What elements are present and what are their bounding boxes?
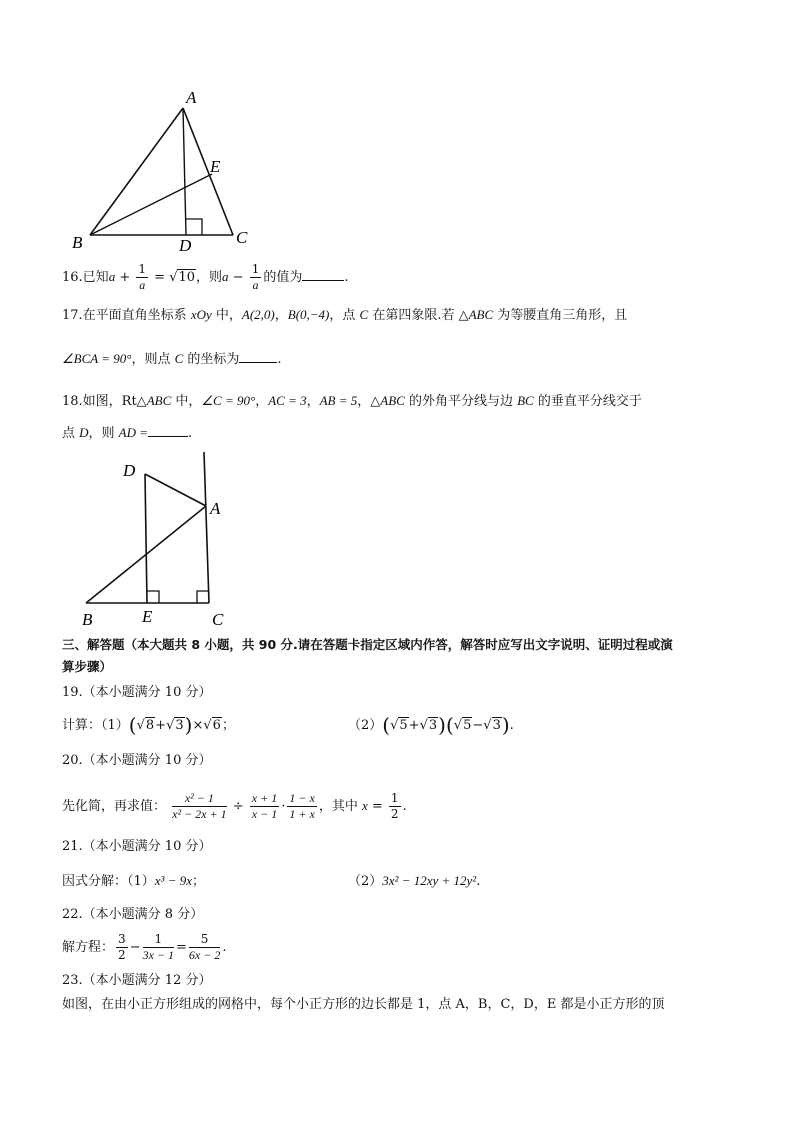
q22-label: 解方程： — [62, 940, 115, 955]
q17-text: 的坐标为 — [183, 352, 240, 367]
label-d: D — [179, 236, 192, 254]
label-c: C — [236, 228, 248, 247]
q17-text: 为等腰直角三角形，且 — [493, 308, 628, 323]
label-b: B — [72, 233, 83, 252]
q17-text: ，则点 — [131, 352, 175, 367]
point-a-coords: A(2,0) — [241, 307, 275, 322]
angle-bca: ∠BCA = 90° — [62, 351, 132, 366]
coord-system-xoy: xOy — [190, 307, 212, 322]
denominator: 6x − 2 — [188, 948, 221, 962]
q17-text: 在第四象限.若 △ — [368, 308, 469, 323]
plus-sign: + — [408, 718, 420, 733]
radicand-8: 8 — [145, 718, 155, 733]
q21-label-2: （2） — [348, 874, 383, 889]
q19-label: 计算：（1） — [62, 718, 129, 733]
point-c: C — [174, 351, 184, 366]
triangle-abc: ABC — [146, 393, 172, 408]
label-e: E — [142, 607, 153, 626]
numerator: 1 — [143, 932, 174, 948]
angle-c: ∠C = 90° — [201, 393, 256, 408]
question-19-body: 计算：（1）(√8+√3)×√6； — [62, 713, 235, 737]
fraction-one-over-a — [250, 262, 262, 293]
denominator: x − 1 — [251, 807, 278, 821]
q18-text: 的外角平分线与边 — [404, 394, 518, 409]
var-x: x — [361, 798, 368, 813]
question-17-line-2 — [62, 350, 282, 369]
triangle-abc: ABC — [468, 307, 494, 322]
denominator: a — [252, 278, 259, 292]
question-22-body — [62, 928, 226, 968]
radicand-5: 5 — [399, 718, 408, 733]
period: . — [402, 799, 407, 814]
question-18-line-1 — [62, 392, 642, 411]
q16-prefix: 16.已知 — [62, 270, 109, 285]
denominator: 2 — [118, 948, 126, 962]
var-a: a — [108, 269, 116, 284]
denominator: x² − 2x + 1 — [172, 807, 227, 821]
fraction-2 — [250, 791, 279, 822]
times-sign: × — [192, 718, 204, 733]
period: . — [509, 718, 514, 733]
denominator: a — [139, 278, 146, 292]
separator: ， — [255, 394, 269, 409]
numerator: 5 — [189, 932, 220, 948]
label-b: B — [82, 610, 93, 629]
question-21-title: 21.（本小题满分 10 分） — [62, 839, 212, 854]
period: . — [277, 352, 282, 367]
q20-label: 先化简，再求值： — [62, 799, 167, 814]
question-20-body — [62, 786, 407, 827]
period: . — [344, 270, 349, 285]
separator: ， — [274, 308, 288, 323]
answer-blank — [148, 436, 188, 437]
period: . — [222, 940, 227, 955]
period: . — [476, 874, 481, 889]
var-a: a — [222, 269, 229, 284]
minus-sign: − — [232, 270, 244, 285]
label-a: A — [210, 499, 221, 518]
question-22-title: 22.（本小题满分 8 分） — [62, 907, 204, 922]
label-d: D — [123, 461, 136, 480]
question-19-title: 19.（本小题满分 10 分） — [62, 685, 212, 700]
expression-1: x³ − 9x — [154, 873, 192, 888]
q17-text: ，点 — [329, 308, 360, 323]
question-23-title: 23.（本小题满分 12 分） — [62, 973, 212, 988]
numerator: 1 — [138, 262, 147, 276]
numerator: 3 — [118, 932, 126, 946]
fraction-half — [389, 791, 401, 822]
radicand-6: 6 — [212, 718, 221, 733]
numerator: x² − 1 — [172, 791, 226, 807]
expression-2: 3x² − 12xy + 12y² — [382, 873, 477, 888]
equals-sign: = — [371, 799, 383, 814]
q18-text: 的垂直平分线交于 — [533, 394, 642, 409]
label-a: A — [186, 88, 197, 107]
q18-text: 18.如图，Rt△ — [62, 394, 147, 409]
minus-sign: − — [129, 940, 141, 955]
segment-ad: AD = — [118, 425, 149, 440]
fraction-3 — [189, 932, 220, 963]
triangle-figure-2 — [76, 448, 246, 630]
period: . — [188, 426, 193, 441]
denominator: 2 — [390, 807, 399, 821]
radicand-5: 5 — [463, 718, 472, 733]
fraction-3-over-2 — [116, 932, 128, 963]
denominator: 1 + x — [289, 807, 315, 821]
q18-text: ，△ — [357, 394, 381, 409]
equals-sign: = — [176, 940, 187, 955]
section-3-heading-line-2: 算步骤） — [62, 659, 113, 674]
q18-text: ，则 — [88, 426, 119, 441]
denominator: 3x − 1 — [142, 948, 174, 962]
side-ab: AB = 5 — [319, 393, 358, 408]
q18-text: 中， — [171, 394, 202, 409]
point-c: C — [359, 307, 369, 322]
question-21-part-2 — [348, 872, 480, 891]
radicand-3: 3 — [175, 718, 184, 733]
question-21-body — [62, 872, 205, 891]
point-b-coords: B(0,−4) — [287, 307, 330, 322]
question-17-line-1 — [62, 306, 627, 325]
q17-text: 17.在平面直角坐标系 — [62, 308, 191, 323]
fraction-one-over-a — [136, 262, 148, 293]
q18-text: 点 — [62, 426, 80, 441]
answer-blank — [302, 280, 344, 281]
radicand-3: 3 — [428, 718, 438, 733]
semicolon: ； — [221, 718, 235, 733]
point-d: D — [79, 425, 89, 440]
label-c: C — [212, 610, 224, 629]
numerator: x + 1 — [251, 791, 278, 805]
plus-sign: + — [119, 270, 131, 285]
dot-sign: · — [281, 799, 286, 814]
plus-sign: + — [155, 718, 167, 733]
fraction-3 — [287, 791, 316, 822]
radicand-10: 10 — [178, 270, 196, 285]
q17-text: 中， — [211, 308, 242, 323]
question-19-part-2: （2）(√5+√3)(√5−√3). — [348, 713, 514, 737]
side-bc: BC — [517, 393, 534, 408]
equals-sign: = — [154, 270, 166, 285]
separator: ， — [306, 394, 320, 409]
q16-mid: ，则 — [196, 270, 223, 285]
answer-blank — [239, 362, 277, 363]
numerator: 1 — [251, 262, 260, 276]
question-23-body: 如图，在由小正方形组成的网格中，每个小正方形的边长都是 1，点 A，B，C，D，E 都是小正方形的顶 — [62, 997, 665, 1012]
semicolon: ； — [192, 874, 206, 889]
numerator: 1 − x — [289, 791, 315, 805]
minus-sign: − — [472, 718, 484, 733]
side-ac: AC = 3 — [268, 393, 307, 408]
fraction-2 — [143, 932, 174, 963]
numerator: 1 — [390, 791, 399, 805]
triangle-abc: ABC — [380, 393, 405, 408]
question-16: 16.已知a + $\frac{1}{a}$ = √10，则a − $\frac{1}{a}$ 的值为 . — [62, 262, 349, 292]
question-18-line-2 — [62, 424, 192, 443]
radicand-3: 3 — [492, 718, 501, 733]
q20-where: ，其中 — [318, 799, 362, 814]
question-20-title: 20.（本小题满分 10 分） — [62, 753, 212, 768]
q16-suffix: 的值为 — [263, 270, 303, 285]
divide-sign: ÷ — [232, 799, 244, 814]
triangle-figure-1 — [62, 88, 262, 254]
section-3-heading-line-1: 三、解答题（本大题共 8 小题，共 90 分.请在答题卡指定区域内作答，解答时应写出文字说明、证明过程或演 — [62, 637, 673, 652]
fraction-1 — [172, 791, 226, 822]
q21-label: 因式分解：（1） — [62, 874, 155, 889]
label-e: E — [210, 157, 221, 176]
q19-label-2: （2） — [348, 718, 383, 733]
